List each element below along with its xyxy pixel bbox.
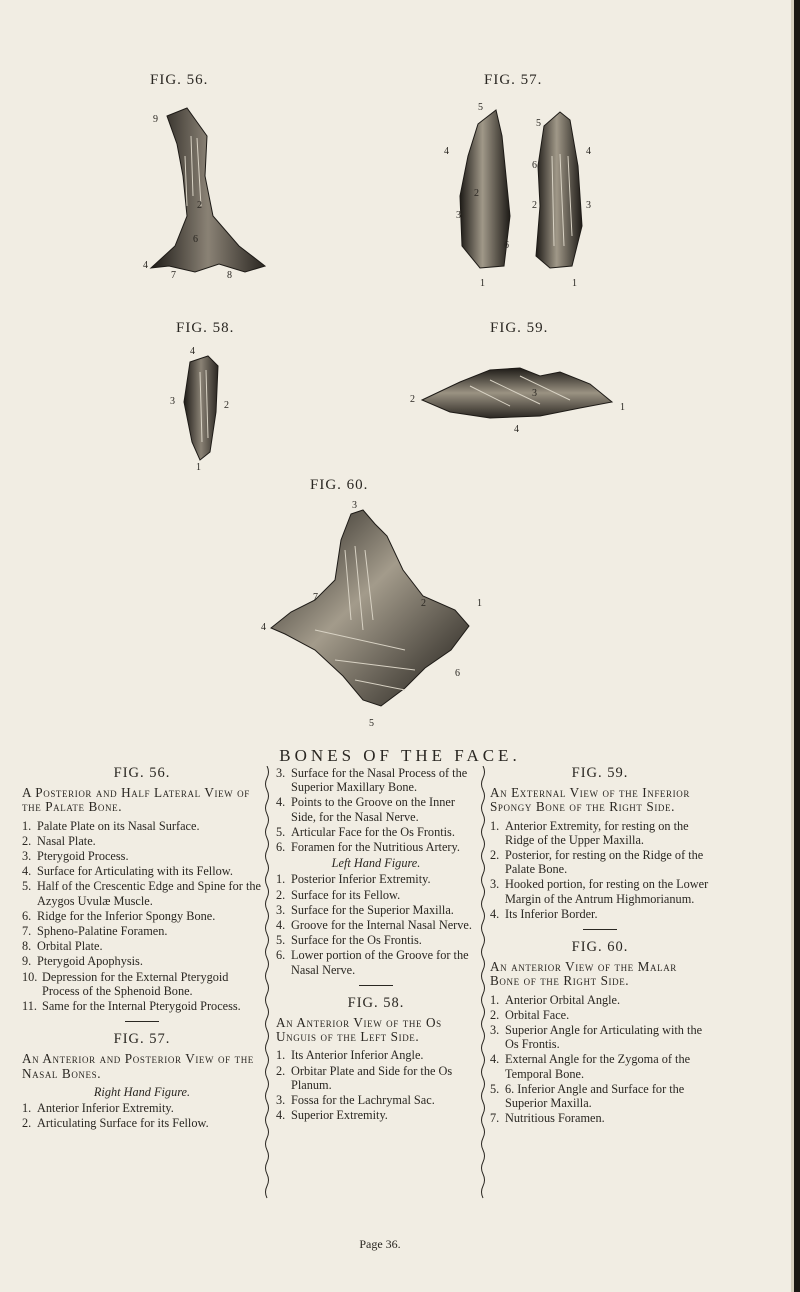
fig57-heading: FIG. 57. <box>113 1031 171 1048</box>
fig56-num: 8 <box>227 270 232 281</box>
fig56-num: 6 <box>193 234 198 245</box>
fig56-num: 9 <box>153 114 158 125</box>
fig56-title: A Posterior and Half Lateral View of the Palate Bone. <box>22 785 250 815</box>
fig57-num: 2 <box>474 188 479 199</box>
legend-item: 11. Same for the Internal Pterygoid Process. <box>22 999 241 1014</box>
fig57-num: 4 <box>586 146 591 157</box>
legend-item: 6. Foramen for the Nutritious Artery. <box>276 840 460 855</box>
fig57-num: 5 <box>536 118 541 129</box>
fig60-legend-list <box>490 993 710 1126</box>
fig57-label: FIG. 57. <box>484 72 543 88</box>
fig58-heading: FIG. 58. <box>347 994 405 1011</box>
legend-item: 5. Half of the Crescentic Edge and Spine for the Azygos Uvulæ Muscle. <box>22 879 261 908</box>
fig59-num: 1 <box>620 402 625 413</box>
fig59-title: An External View of the Inferior Spongy Bone of the Right Side. <box>490 785 690 815</box>
legend-item: 2. Articulating Surface for its Fellow. <box>22 1116 209 1131</box>
legend-item: 2. Posterior, for resting on the Ridge of the Palate Bone. <box>490 848 704 877</box>
legend-item: 1. Its Anterior Inferior Angle. <box>276 1048 424 1063</box>
legend-item: 8. Orbital Plate. <box>22 939 103 954</box>
os-unguis-illustration <box>160 342 250 472</box>
legend-item: 1. Anterior Extremity, for resting on the Ridge of the Upper Maxilla. <box>490 818 689 847</box>
plate-title: BONES OF THE FACE. <box>279 746 521 765</box>
fig56-legend-list <box>22 819 262 1014</box>
fig56-num: 7 <box>171 270 176 281</box>
legend-item: 3. Hooked portion, for resting on the Lower Margin of the Antrum Highmorianum. <box>490 877 709 906</box>
legend-item: 1. Posterior Inferior Extremity. <box>276 872 431 887</box>
page-edge <box>794 0 800 1292</box>
legend-item: 4. Surface for Articulating with its Fellow. <box>22 864 233 879</box>
fig57-num: 2 <box>532 200 537 211</box>
fig60-num: 1 <box>477 598 482 609</box>
page-number: Page 36. <box>359 1237 401 1251</box>
fig60-num: 2 <box>421 598 426 609</box>
legend-item: 1. Anterior Inferior Extremity. <box>22 1101 174 1116</box>
fig60-heading: FIG. 60. <box>571 939 629 956</box>
legend-item: 6. Lower portion of the Groove for the Nasal Nerve. <box>276 948 469 977</box>
fig57-left-legend-list <box>276 872 476 976</box>
section-rule <box>583 929 617 930</box>
fig58-num: 3 <box>170 396 175 407</box>
legend-item: 5. 6. Inferior Angle and Surface for the Superior Maxilla. <box>490 1081 685 1111</box>
legend-item: 4. Its Inferior Border. <box>490 906 598 921</box>
fig60-label: FIG. 60. <box>310 477 369 493</box>
fig60-num: 4 <box>261 622 266 633</box>
legend-item: 6. Ridge for the Inferior Spongy Bone. <box>22 908 216 923</box>
fig57-left-subheading: Left Hand Figure. <box>331 856 421 871</box>
fig57-subheading: Right Hand Figure. <box>93 1084 191 1099</box>
fig59-label: FIG. 59. <box>490 320 549 336</box>
inferior-spongy-bone-illustration <box>410 356 630 436</box>
legend-column-2 <box>276 766 476 1123</box>
legend-item: 1. Palate Plate on its Nasal Surface. <box>22 818 200 833</box>
section-rule <box>125 1021 159 1022</box>
legend-item: 5. Articular Face for the Os Frontis. <box>276 824 455 839</box>
legend-item: 2. Orbitar Plate and Side for the Os Planum. <box>276 1063 453 1092</box>
fig57-num: 3 <box>586 200 591 211</box>
legend-item: 2. Orbital Face. <box>490 1007 570 1022</box>
fig56-num: 2 <box>197 200 202 211</box>
legend-item: 3. Fossa for the Lachrymal Sac. <box>276 1093 435 1108</box>
legend-item: 3. Pterygoid Process. <box>22 849 129 864</box>
palate-bone-illustration <box>135 96 275 286</box>
legend-column-1 <box>22 766 262 1131</box>
legend-column-3 <box>490 766 710 1126</box>
legend-item: 4. External Angle for the Zygoma of the Temporal Bone. <box>490 1052 691 1081</box>
fig57-title: An Anterior and Posterior View of the Nasal Bones. <box>22 1051 254 1081</box>
legend-item: 2. Nasal Plate. <box>22 833 96 848</box>
fig58-num: 2 <box>224 400 229 411</box>
fig57-legend-list-cont <box>276 766 476 854</box>
legend-item: 7. Spheno-Palatine Foramen. <box>22 924 168 939</box>
legend-item: 2. Surface for its Fellow. <box>276 887 401 902</box>
legend-item: 3. Superior Angle for Articulating with the Os Frontis. <box>490 1023 703 1052</box>
fig57-num: 3 <box>456 210 461 221</box>
fig57-num: 4 <box>444 146 449 157</box>
legend-item: 4. Superior Extremity. <box>276 1108 388 1123</box>
fig60-num: 3 <box>352 500 357 511</box>
fig59-heading: FIG. 59. <box>571 765 629 781</box>
legend-item: 5. Surface for the Os Frontis. <box>276 933 422 948</box>
fig56-label: FIG. 56. <box>150 72 209 88</box>
fig58-num: 1 <box>196 462 201 472</box>
fig56-heading: FIG. 56. <box>113 765 171 781</box>
fig57-num: 1 <box>480 278 485 289</box>
legend-item: 4. Groove for the Internal Nasal Nerve. <box>276 918 472 933</box>
fig58-title: An Anterior View of the Os Unguis of the Left Side. <box>276 1015 442 1045</box>
malar-bone-illustration <box>255 500 495 736</box>
fig58-legend-list <box>276 1048 476 1122</box>
fig57-num: 1 <box>572 278 577 289</box>
column-divider <box>480 766 486 1202</box>
legend-item: 3. Surface for the Superior Maxilla. <box>276 902 454 917</box>
fig60-num: 5 <box>369 718 374 729</box>
fig59-legend-list <box>490 819 710 921</box>
section-rule <box>359 985 393 986</box>
legend-item: 3. Surface for the Nasal Process of the Superior Maxillary Bone. <box>276 766 468 795</box>
legend-item: 4. Points to the Groove on the Inner Side, for the Nasal Nerve. <box>276 795 455 824</box>
legend-item: 9. Pterygoid Apophysis. <box>22 954 143 969</box>
fig58-num: 4 <box>190 346 195 357</box>
fig60-num: 7 <box>313 592 318 603</box>
column-divider <box>264 766 270 1202</box>
nasal-bones-illustration <box>440 96 610 296</box>
legend-item: 7. Nutritious Foramen. <box>490 1111 605 1126</box>
fig57-legend-list <box>22 1101 262 1130</box>
fig57-num: 6 <box>504 240 509 251</box>
fig59-num: 4 <box>514 424 519 435</box>
fig56-num: 4 <box>143 260 148 271</box>
fig59-num: 3 <box>532 388 537 399</box>
legend-item: 10. Depression for the External Pterygoid Process of the Sphenoid Bone. <box>22 969 229 998</box>
fig59-num: 2 <box>410 394 415 405</box>
legend-item: 1. Anterior Orbital Angle. <box>490 992 621 1007</box>
fig58-label: FIG. 58. <box>176 320 235 336</box>
fig60-num: 6 <box>455 668 460 679</box>
fig57-num: 5 <box>478 102 483 113</box>
fig57-num: 6 <box>532 160 537 171</box>
fig60-title: An anterior View of the Malar Bone of the Right Side. <box>490 959 677 989</box>
